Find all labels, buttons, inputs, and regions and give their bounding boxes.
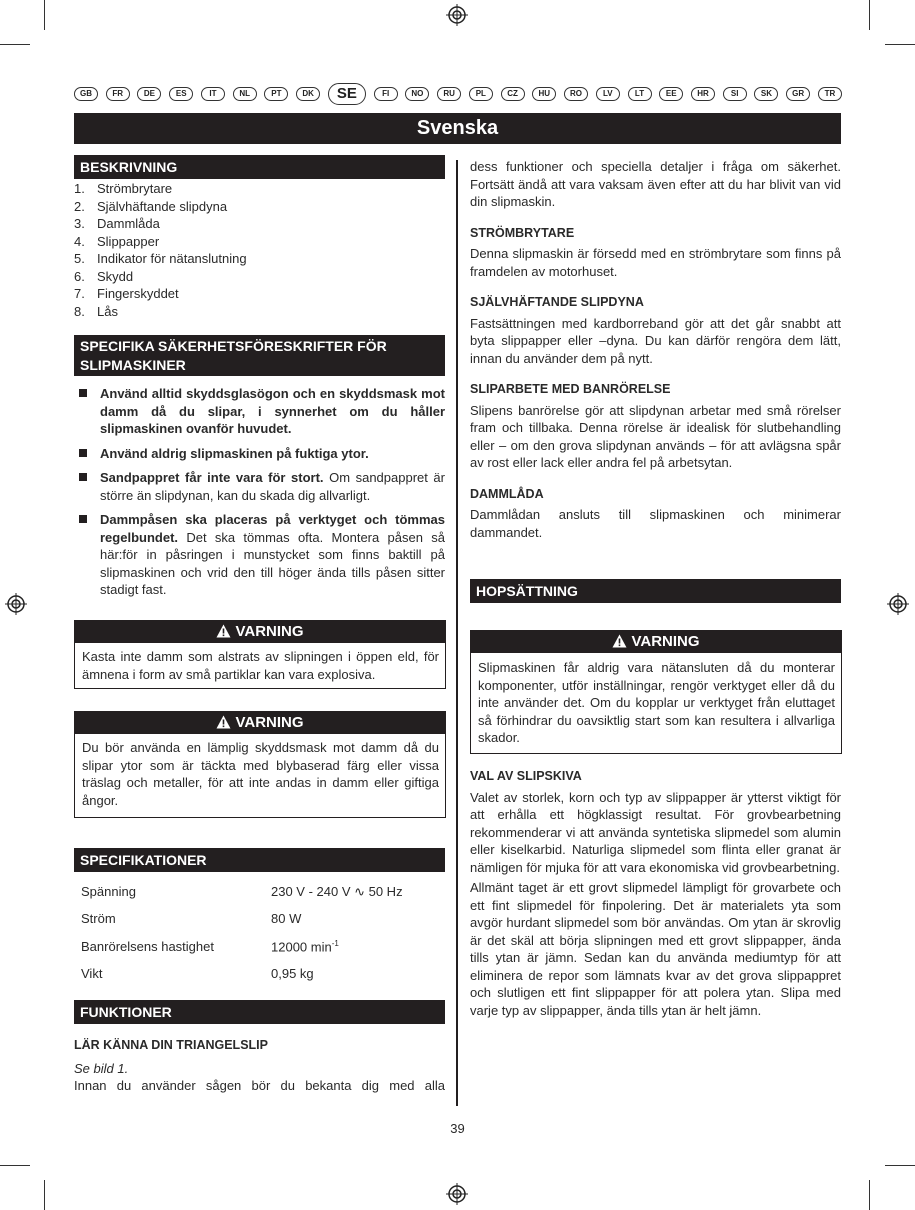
column-divider	[456, 160, 458, 1106]
lang-badge: SI	[723, 87, 747, 101]
warning-header: VARNING	[75, 712, 445, 734]
lang-badge: GR	[786, 87, 810, 101]
paragraph: Allmänt taget är ett grovt slipmedel lämpligt för grovarbete och ett fint slipmedel för finpolering. Det är materialets yta som avgör hurdant slipmedel som bör användas. Om ytan är skrovlig är det skäl att börja slipningen med ett grovt slippapper, ända tills ytan är jämn. Sedan kan du använda mediumtyp för att eliminera de repor som lämnats kvar av det grova slippappret och slutligen ett fint slippapper för att polera ytan. Slipa med varje typ av slippapper, ända tills ytan är helt jämn.	[470, 880, 841, 1018]
list-item: 7. Fingerskyddet	[74, 286, 179, 301]
crop-mark	[885, 1165, 915, 1166]
bullet-square-icon	[79, 473, 87, 481]
crop-mark	[44, 1180, 45, 1210]
warning-box	[470, 630, 842, 754]
subheading: DAMMLÅDA	[470, 486, 544, 501]
lang-badge: FR	[106, 87, 130, 101]
crop-mark	[885, 44, 915, 45]
lang-badge: PL	[469, 87, 493, 101]
lang-badge: NO	[405, 87, 429, 101]
warning-triangle-icon	[216, 624, 231, 638]
warning-text: Slipmaskinen får aldrig vara nätansluten då du monterar komponenter, utför inställningar, rengör verktyget eller då du inte använder det. Om du kopplar ur verktyget från eluttaget så förhindrar du oavsiktlig start som kan resultera i allvarliga skador.	[478, 660, 835, 745]
crop-mark	[0, 1165, 30, 1166]
lang-badge: DE	[137, 87, 161, 101]
spec-label: Banrörelsens hastighet	[81, 939, 214, 954]
paragraph: Valet av storlek, korn och typ av slippapper är ytterst viktigt för att erhålla ett högklassigt resultat. För grovbearbetning rekommenderar vi att använda syntetiska slipmedel som alumin eller kiselkarbid. Naturliga slipmedel som flinta eller granat är nämligen för mjuka för att vara ekonomiska vid grovbearbetning.	[470, 789, 841, 875]
warning-text: Kasta inte damm som alstrats av slipningen i öppen eld, för ämnena i form av små partiklar kan vara explosiva.	[82, 649, 439, 682]
lang-badge: FI	[374, 87, 398, 101]
bullet-item: Sandpappret får inte vara för stort. Om sandpappret är större än slipdynan, kan du skada dig allvarligt.	[74, 469, 445, 504]
paragraph: Innan du använder sågen bör du bekanta dig med alla	[74, 1078, 445, 1093]
lang-badge: PT	[264, 87, 288, 101]
warning-triangle-icon	[216, 715, 231, 729]
language-bar	[74, 84, 842, 104]
list-item: 1. Strömbrytare	[74, 181, 173, 196]
page-number: 39	[450, 1121, 465, 1136]
warning-box	[74, 620, 446, 689]
figure-reference: Se bild 1.	[74, 1060, 129, 1076]
warning-text: Du bör använda en lämplig skyddsmask mot damm då du slipar ytor som är täckta med blybaserad färg eller vissa träslag och metaller, för att inte andas in damm eller giftiga ångor.	[82, 740, 439, 808]
registration-mark-icon	[446, 1183, 468, 1205]
section-heading-hopsattning: HOPSÄTTNING	[470, 579, 841, 603]
bullet-item: Använd aldrig slipmaskinen på fuktiga ytor.	[74, 445, 445, 463]
list-item: 2. Självhäftande slipdyna	[74, 198, 228, 214]
lang-badge: SK	[754, 87, 778, 101]
lang-badge: GB	[74, 87, 98, 101]
lang-badge: ES	[169, 87, 193, 101]
list-item: 8. Lås	[74, 303, 118, 319]
spec-label: Ström	[81, 911, 116, 926]
paragraph: Fastsättningen med kardborreband gör att det går snabbt att byta slippapper eller –dyna. Du kan därför rengöra dem lätt, innan du använder dem på nytt.	[470, 315, 841, 366]
lang-badge: TR	[818, 87, 842, 101]
section-heading-funktioner: FUNKTIONER	[74, 1000, 445, 1024]
paragraph: Dammlådan ansluts till slipmaskinen och minimerar dammandet.	[470, 507, 841, 540]
right-column-bottom	[470, 768, 841, 1019]
bullet-square-icon	[79, 515, 87, 523]
bullet-item: Använd alltid skyddsglasögon och en skyddsmask mot damm då du slipar, i synnerhet om du håller slipmaskinen ovanför huvudet.	[74, 385, 445, 438]
subheading: SLIPARBETE MED BANRÖRELSE	[470, 382, 671, 396]
lang-badge: NL	[233, 87, 257, 101]
crop-mark	[869, 0, 870, 30]
spec-label: Spänning	[81, 884, 136, 899]
paragraph: dess funktioner och speciella detaljer i fråga om säkerhet. Fortsätt ändå att vara vaksam även efter att du har blivit van vid din slipmaskin.	[470, 159, 841, 209]
paragraph: Slipens banrörelse gör att slipdynan arbetar med små rörelser fram och tillbaka. Denna rörelse är idealisk för slutbehandling eller – om den grova slipdynan används – för att avlägsna spår av rost eller lack eller andra fel på arbetsytan.	[470, 402, 841, 470]
paragraph: Denna slipmaskin är försedd med en strömbrytare som finns på framdelen av motorhuset.	[470, 246, 841, 279]
lang-badge-active: SE	[328, 83, 366, 105]
section-heading-beskrivning: BESKRIVNING	[74, 155, 445, 179]
list-item: 5. Indikator för nätanslutning	[74, 251, 247, 266]
crop-mark	[869, 1180, 870, 1210]
right-column-top	[470, 158, 841, 541]
subheading: VAL AV SLIPSKIVA	[470, 769, 582, 783]
lang-badge: LT	[628, 87, 652, 101]
bullet-square-icon	[79, 389, 87, 397]
warning-triangle-icon	[612, 634, 627, 648]
warning-header: VARNING	[75, 621, 445, 643]
lang-badge: RU	[437, 87, 461, 101]
lang-badge: DK	[296, 87, 320, 101]
registration-mark-icon	[887, 593, 909, 615]
spec-value: 230 V - 240 V ∿ 50 Hz	[271, 884, 403, 899]
lang-badge: HR	[691, 87, 715, 101]
warning-header: VARNING	[471, 631, 841, 653]
page-title: Svenska	[74, 113, 841, 144]
registration-mark-icon	[446, 4, 468, 26]
warning-box	[74, 711, 446, 818]
bullet-square-icon	[79, 449, 87, 457]
subheading: STRÖMBRYTARE	[470, 225, 575, 240]
spec-value: 12000 $\min^{-1}$	[271, 939, 339, 955]
safety-bullets	[74, 385, 445, 606]
parts-list	[74, 180, 445, 320]
funktioner-body	[74, 1037, 445, 1095]
lang-badge: EE	[659, 87, 683, 101]
section-heading-safety: SPECIFIKA SÄKERHETSFÖRESKRIFTER FÖR SLIPMASKINER	[74, 335, 445, 376]
list-item: 6. Skydd	[74, 268, 134, 284]
spec-value: 80 W	[271, 911, 302, 926]
subheading: SJÄLVHÄFTANDE SLIPDYNA	[470, 295, 644, 309]
spec-value: 0,95 kg	[271, 966, 314, 981]
list-item: 4. Slippapper	[74, 233, 160, 249]
section-heading-specs: SPECIFIKATIONER	[74, 848, 445, 872]
lang-badge: CZ	[501, 87, 525, 101]
lang-badge: IT	[201, 87, 225, 101]
lang-badge: LV	[596, 87, 620, 101]
crop-mark	[44, 0, 45, 30]
bullet-item: Dammpåsen ska placeras på verktyget och tömmas regelbundet. Det ska tömmas ofta. Montera påsen så här:för in påsringen i munstycket som finns baktill på slipmaskinen och vrid den till höger ända tills påsen sitter stadigt fast.	[74, 511, 445, 599]
subheading: LÄR KÄNNA DIN TRIANGELSLIP	[74, 1038, 268, 1052]
registration-mark-icon	[5, 593, 27, 615]
crop-mark	[0, 44, 30, 45]
spec-label: Vikt	[81, 966, 103, 981]
lang-badge: HU	[532, 87, 556, 101]
lang-badge: RO	[564, 87, 588, 101]
list-item: 3. Dammlåda	[74, 216, 160, 231]
